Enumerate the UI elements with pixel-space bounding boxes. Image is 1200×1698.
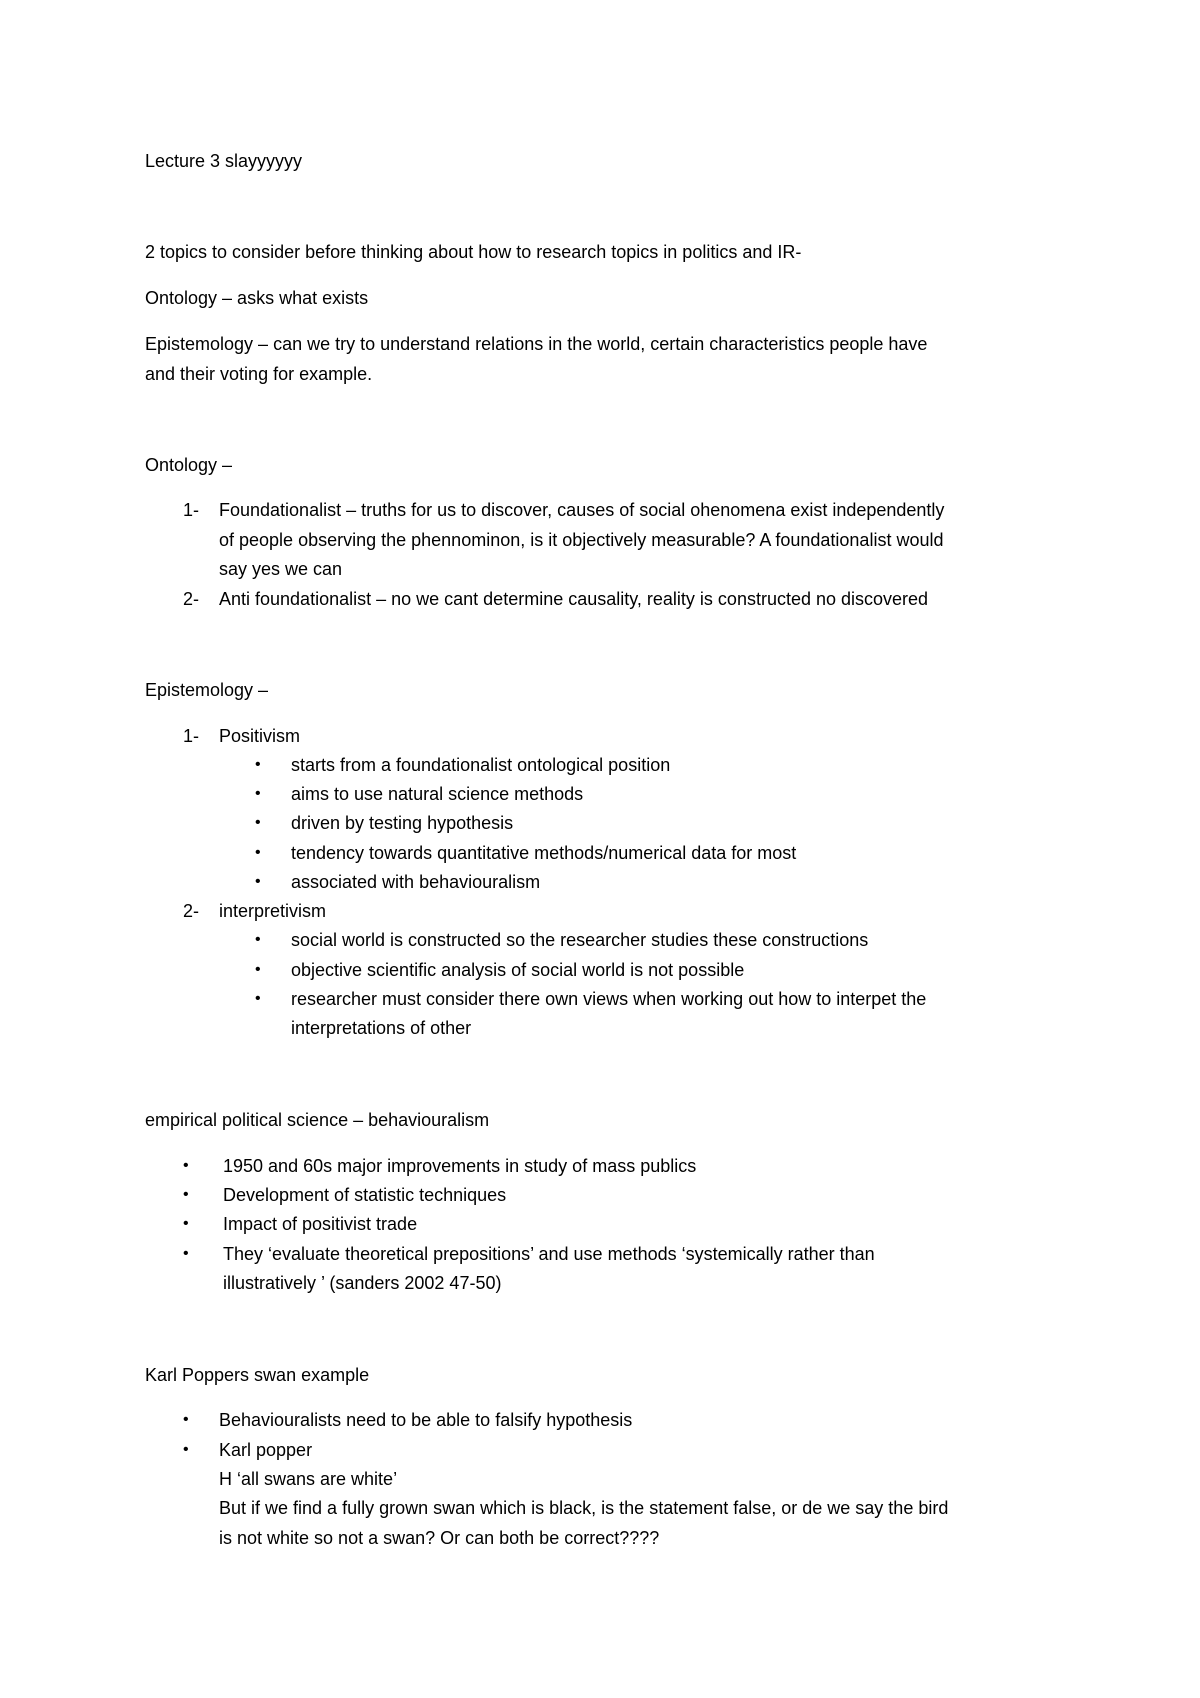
bullet-icon: • <box>255 990 261 1007</box>
bullet-text: researcher must consider there own views when working out how to interpet the <box>291 989 927 1009</box>
ontology-heading: Ontology – <box>145 455 233 475</box>
list-item-text: Anti foundationalist – no we cant determine causality, reality is constructed no discovered <box>219 589 929 609</box>
list-item-text: of people observing the phennominon, is it objectively measurable? A foundationalist would <box>219 530 944 550</box>
bullet-text: They ‘evaluate theoretical prepositions’ and use methods ‘systemically rather than <box>223 1244 875 1264</box>
bullet-icon: • <box>255 961 261 978</box>
bullet-icon: • <box>255 814 261 831</box>
bullet-text: social world is constructed so the researcher studies these constructions <box>291 930 869 950</box>
bullet-icon: • <box>183 1411 189 1428</box>
bullet-icon: • <box>183 1186 189 1203</box>
bullet-icon: • <box>183 1157 189 1174</box>
document-title: Lecture 3 slayyyyyy <box>145 151 303 171</box>
bullet-text: Development of statistic techniques <box>223 1185 507 1205</box>
intro-epistemology-line: Epistemology – can we try to understand relations in the world, certain characteristics people have <box>145 334 928 354</box>
list-number: 2- <box>183 901 200 921</box>
bullet-text: Behaviouralists need to be able to falsify hypothesis <box>219 1410 633 1430</box>
bullet-icon: • <box>183 1441 189 1458</box>
bullet-text: associated with behaviouralism <box>291 872 541 892</box>
bullet-text-continuation: H ‘all swans are white’ <box>219 1469 398 1489</box>
bullet-icon: • <box>183 1215 189 1232</box>
bullet-icon: • <box>255 873 261 890</box>
intro-heading: 2 topics to consider before thinking about how to research topics in politics and IR- <box>145 242 802 262</box>
bullet-text: driven by testing hypothesis <box>291 813 514 833</box>
bullet-text: Karl popper <box>219 1440 313 1460</box>
list-number: 1- <box>183 726 200 746</box>
bullet-text-continuation: But if we find a fully grown swan which is black, is the statement false, or de we say the bird <box>219 1498 949 1518</box>
bullet-icon: • <box>255 756 261 773</box>
list-item-text: say yes we can <box>219 559 343 579</box>
bullet-text-continuation: illustratively ’ (sanders 2002 47-50) <box>223 1273 502 1293</box>
bullet-text: aims to use natural science methods <box>291 784 584 804</box>
bullet-icon: • <box>183 1245 189 1262</box>
epistemology-heading: Epistemology – <box>145 680 269 700</box>
intro-ontology-line: Ontology – asks what exists <box>145 288 369 308</box>
intro-epistemology-line: and their voting for example. <box>145 364 373 384</box>
popper-heading: Karl Poppers swan example <box>145 1365 370 1385</box>
bullet-text: Impact of positivist trade <box>223 1214 418 1234</box>
bullet-icon: • <box>255 785 261 802</box>
list-number: 2- <box>183 589 200 609</box>
list-number: 1- <box>183 500 200 520</box>
bullet-icon: • <box>255 931 261 948</box>
bullet-text: starts from a foundationalist ontological position <box>291 755 671 775</box>
list-item-label: Positivism <box>219 726 301 746</box>
bullet-text-continuation: is not white so not a swan? Or can both be correct???? <box>219 1528 660 1548</box>
bullet-text: 1950 and 60s major improvements in study of mass publics <box>223 1156 697 1176</box>
bullet-text: objective scientific analysis of social world is not possible <box>291 960 745 980</box>
empirical-heading: empirical political science – behaviouralism <box>145 1110 490 1130</box>
bullet-text-continuation: interpretations of other <box>291 1018 472 1038</box>
list-item-label: interpretivism <box>219 901 327 921</box>
bullet-icon: • <box>255 844 261 861</box>
list-item-text: Foundationalist – truths for us to discover, causes of social ohenomena exist independently <box>219 500 945 520</box>
bullet-text: tendency towards quantitative methods/numerical data for most <box>291 843 797 863</box>
